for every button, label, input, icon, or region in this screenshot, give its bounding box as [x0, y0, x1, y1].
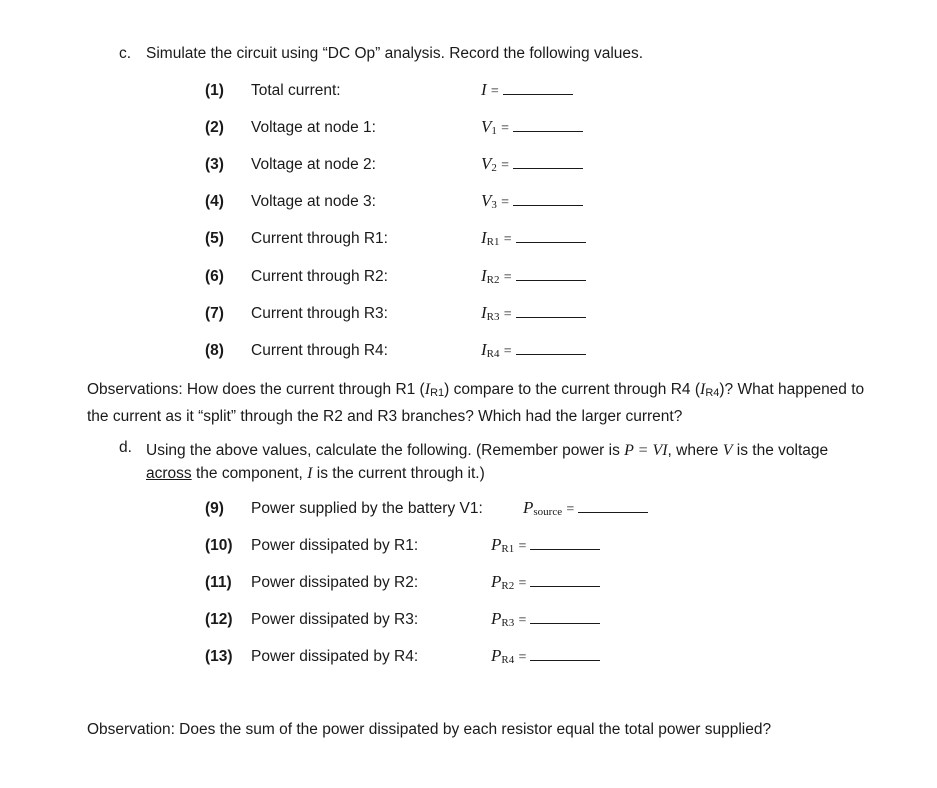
equals-sign: =	[518, 576, 527, 591]
variable-symbol: I	[481, 80, 487, 99]
intro-text: is the voltage	[732, 442, 829, 459]
answer-line[interactable]	[516, 305, 586, 318]
item-label: Current through R3:	[251, 305, 388, 322]
equals-sign: =	[503, 270, 512, 285]
equals-sign: =	[503, 307, 512, 322]
answer-line[interactable]	[530, 648, 600, 661]
var-v: V	[722, 442, 733, 459]
power-formula: P = VI	[624, 442, 668, 459]
obs-text: Observations: How does the current through R1 (	[87, 381, 425, 398]
variable-symbol: P	[523, 498, 534, 517]
intro-text: the component,	[191, 465, 308, 482]
variable-subscript: source	[533, 506, 563, 518]
item-label: Power dissipated by R1:	[251, 537, 419, 554]
item-label: Voltage at node 1:	[251, 119, 376, 136]
var-sub: R1	[430, 387, 445, 399]
var-sub: R4	[705, 387, 720, 399]
answer-line[interactable]	[503, 82, 573, 95]
item-label: Voltage at node 2:	[251, 156, 376, 173]
variable-subscript: R1	[486, 236, 500, 248]
answer-line[interactable]	[513, 119, 583, 132]
item-answer-blank[interactable]	[491, 535, 600, 555]
item-label: Power dissipated by R3:	[251, 611, 419, 628]
item-label: Current through R4:	[251, 342, 388, 359]
item-label: Voltage at node 3:	[251, 193, 376, 210]
item-number: (11)	[205, 574, 232, 591]
item-answer-blank[interactable]	[481, 154, 583, 174]
item-label: Power dissipated by R2:	[251, 574, 419, 591]
answer-line[interactable]	[513, 193, 583, 206]
answer-line[interactable]	[530, 611, 600, 624]
item-number: (4)	[205, 193, 224, 210]
intro-text: Using the above values, calculate the following. (Remember power is	[146, 442, 625, 459]
variable-subscript: R4	[501, 654, 515, 666]
underlined-word: across	[146, 465, 192, 482]
variable-subscript: R3	[501, 617, 515, 629]
section-d-intro	[146, 439, 851, 485]
variable-subscript: 1	[491, 125, 497, 137]
item-label: Total current:	[251, 82, 341, 99]
item-number: (1)	[205, 82, 224, 99]
variable-symbol: P	[491, 535, 502, 554]
variable-symbol: I	[481, 340, 487, 359]
variable-symbol: V	[481, 154, 492, 173]
equals-sign: =	[518, 650, 527, 665]
variable-symbol: I	[481, 266, 487, 285]
item-number: (6)	[205, 268, 224, 285]
answer-line[interactable]	[513, 156, 583, 169]
variable-symbol: P	[491, 572, 502, 591]
obs-text: )? What happened to the current as it “split” through the R2 and R3 branches? Which had the larger current?	[87, 381, 865, 425]
item-number: (2)	[205, 119, 224, 136]
observations-paragraph	[87, 378, 867, 428]
variable-symbol: P	[491, 609, 502, 628]
item-number: (12)	[205, 611, 233, 628]
item-label: Current through R2:	[251, 268, 388, 285]
equals-sign: =	[501, 121, 510, 136]
item-answer-blank[interactable]	[481, 303, 586, 323]
variable-symbol: I	[481, 228, 487, 247]
item-answer-blank[interactable]	[523, 498, 648, 518]
variable-subscript: 2	[491, 162, 497, 174]
answer-line[interactable]	[530, 574, 600, 587]
answer-line[interactable]	[516, 230, 586, 243]
answer-line[interactable]	[516, 268, 586, 281]
var-i: I	[424, 381, 431, 398]
variable-subscript: 3	[491, 199, 497, 211]
item-answer-blank[interactable]	[481, 191, 583, 211]
variable-subscript: R1	[501, 543, 515, 555]
equals-sign: =	[503, 232, 512, 247]
item-answer-blank[interactable]	[491, 646, 600, 666]
item-answer-blank[interactable]	[481, 80, 573, 100]
equals-sign: =	[566, 502, 575, 517]
item-answer-blank[interactable]	[481, 266, 586, 286]
item-answer-blank[interactable]	[481, 228, 586, 248]
item-label: Current through R1:	[251, 230, 388, 247]
item-number: (8)	[205, 342, 224, 359]
equals-sign: =	[503, 344, 512, 359]
equals-sign: =	[518, 539, 527, 554]
variable-symbol: V	[481, 117, 492, 136]
variable-subscript: R3	[486, 311, 500, 323]
answer-line[interactable]	[516, 342, 586, 355]
item-number: (9)	[205, 500, 224, 517]
var-i: I	[700, 381, 706, 398]
item-answer-blank[interactable]	[481, 117, 583, 137]
observation-final: Observation: Does the sum of the power dissipated by each resistor equal the total power supplied?	[87, 721, 772, 738]
item-label: Power supplied by the battery V1:	[251, 500, 483, 517]
equals-sign: =	[518, 613, 527, 628]
item-label: Power dissipated by R4:	[251, 648, 419, 665]
obs-text: ) compare to the current through R4 (	[444, 381, 700, 398]
variable-subscript: R2	[486, 274, 500, 286]
item-answer-blank[interactable]	[481, 340, 586, 360]
item-number: (7)	[205, 305, 224, 322]
item-answer-blank[interactable]	[491, 609, 600, 629]
item-number: (5)	[205, 230, 224, 247]
item-number: (10)	[205, 537, 233, 554]
equals-sign: =	[501, 195, 510, 210]
section-c-label: c.	[119, 45, 132, 62]
equals-sign: =	[490, 84, 499, 99]
section-c-intro: Simulate the circuit using “DC Op” analysis. Record the following values.	[146, 45, 644, 62]
intro-text: , where	[667, 442, 723, 459]
var-i: I	[307, 465, 313, 482]
variable-subscript: R4	[486, 348, 500, 360]
section-d-label: d.	[119, 439, 132, 456]
intro-text: is the current through it.)	[312, 465, 485, 482]
variable-symbol: I	[481, 303, 487, 322]
variable-symbol: P	[491, 646, 502, 665]
item-number: (3)	[205, 156, 224, 173]
answer-line[interactable]	[578, 500, 648, 513]
equals-sign: =	[501, 158, 510, 173]
variable-symbol: V	[481, 191, 492, 210]
item-number: (13)	[205, 648, 233, 665]
variable-subscript: R2	[501, 580, 515, 592]
item-answer-blank[interactable]	[491, 572, 600, 592]
answer-line[interactable]	[530, 537, 600, 550]
